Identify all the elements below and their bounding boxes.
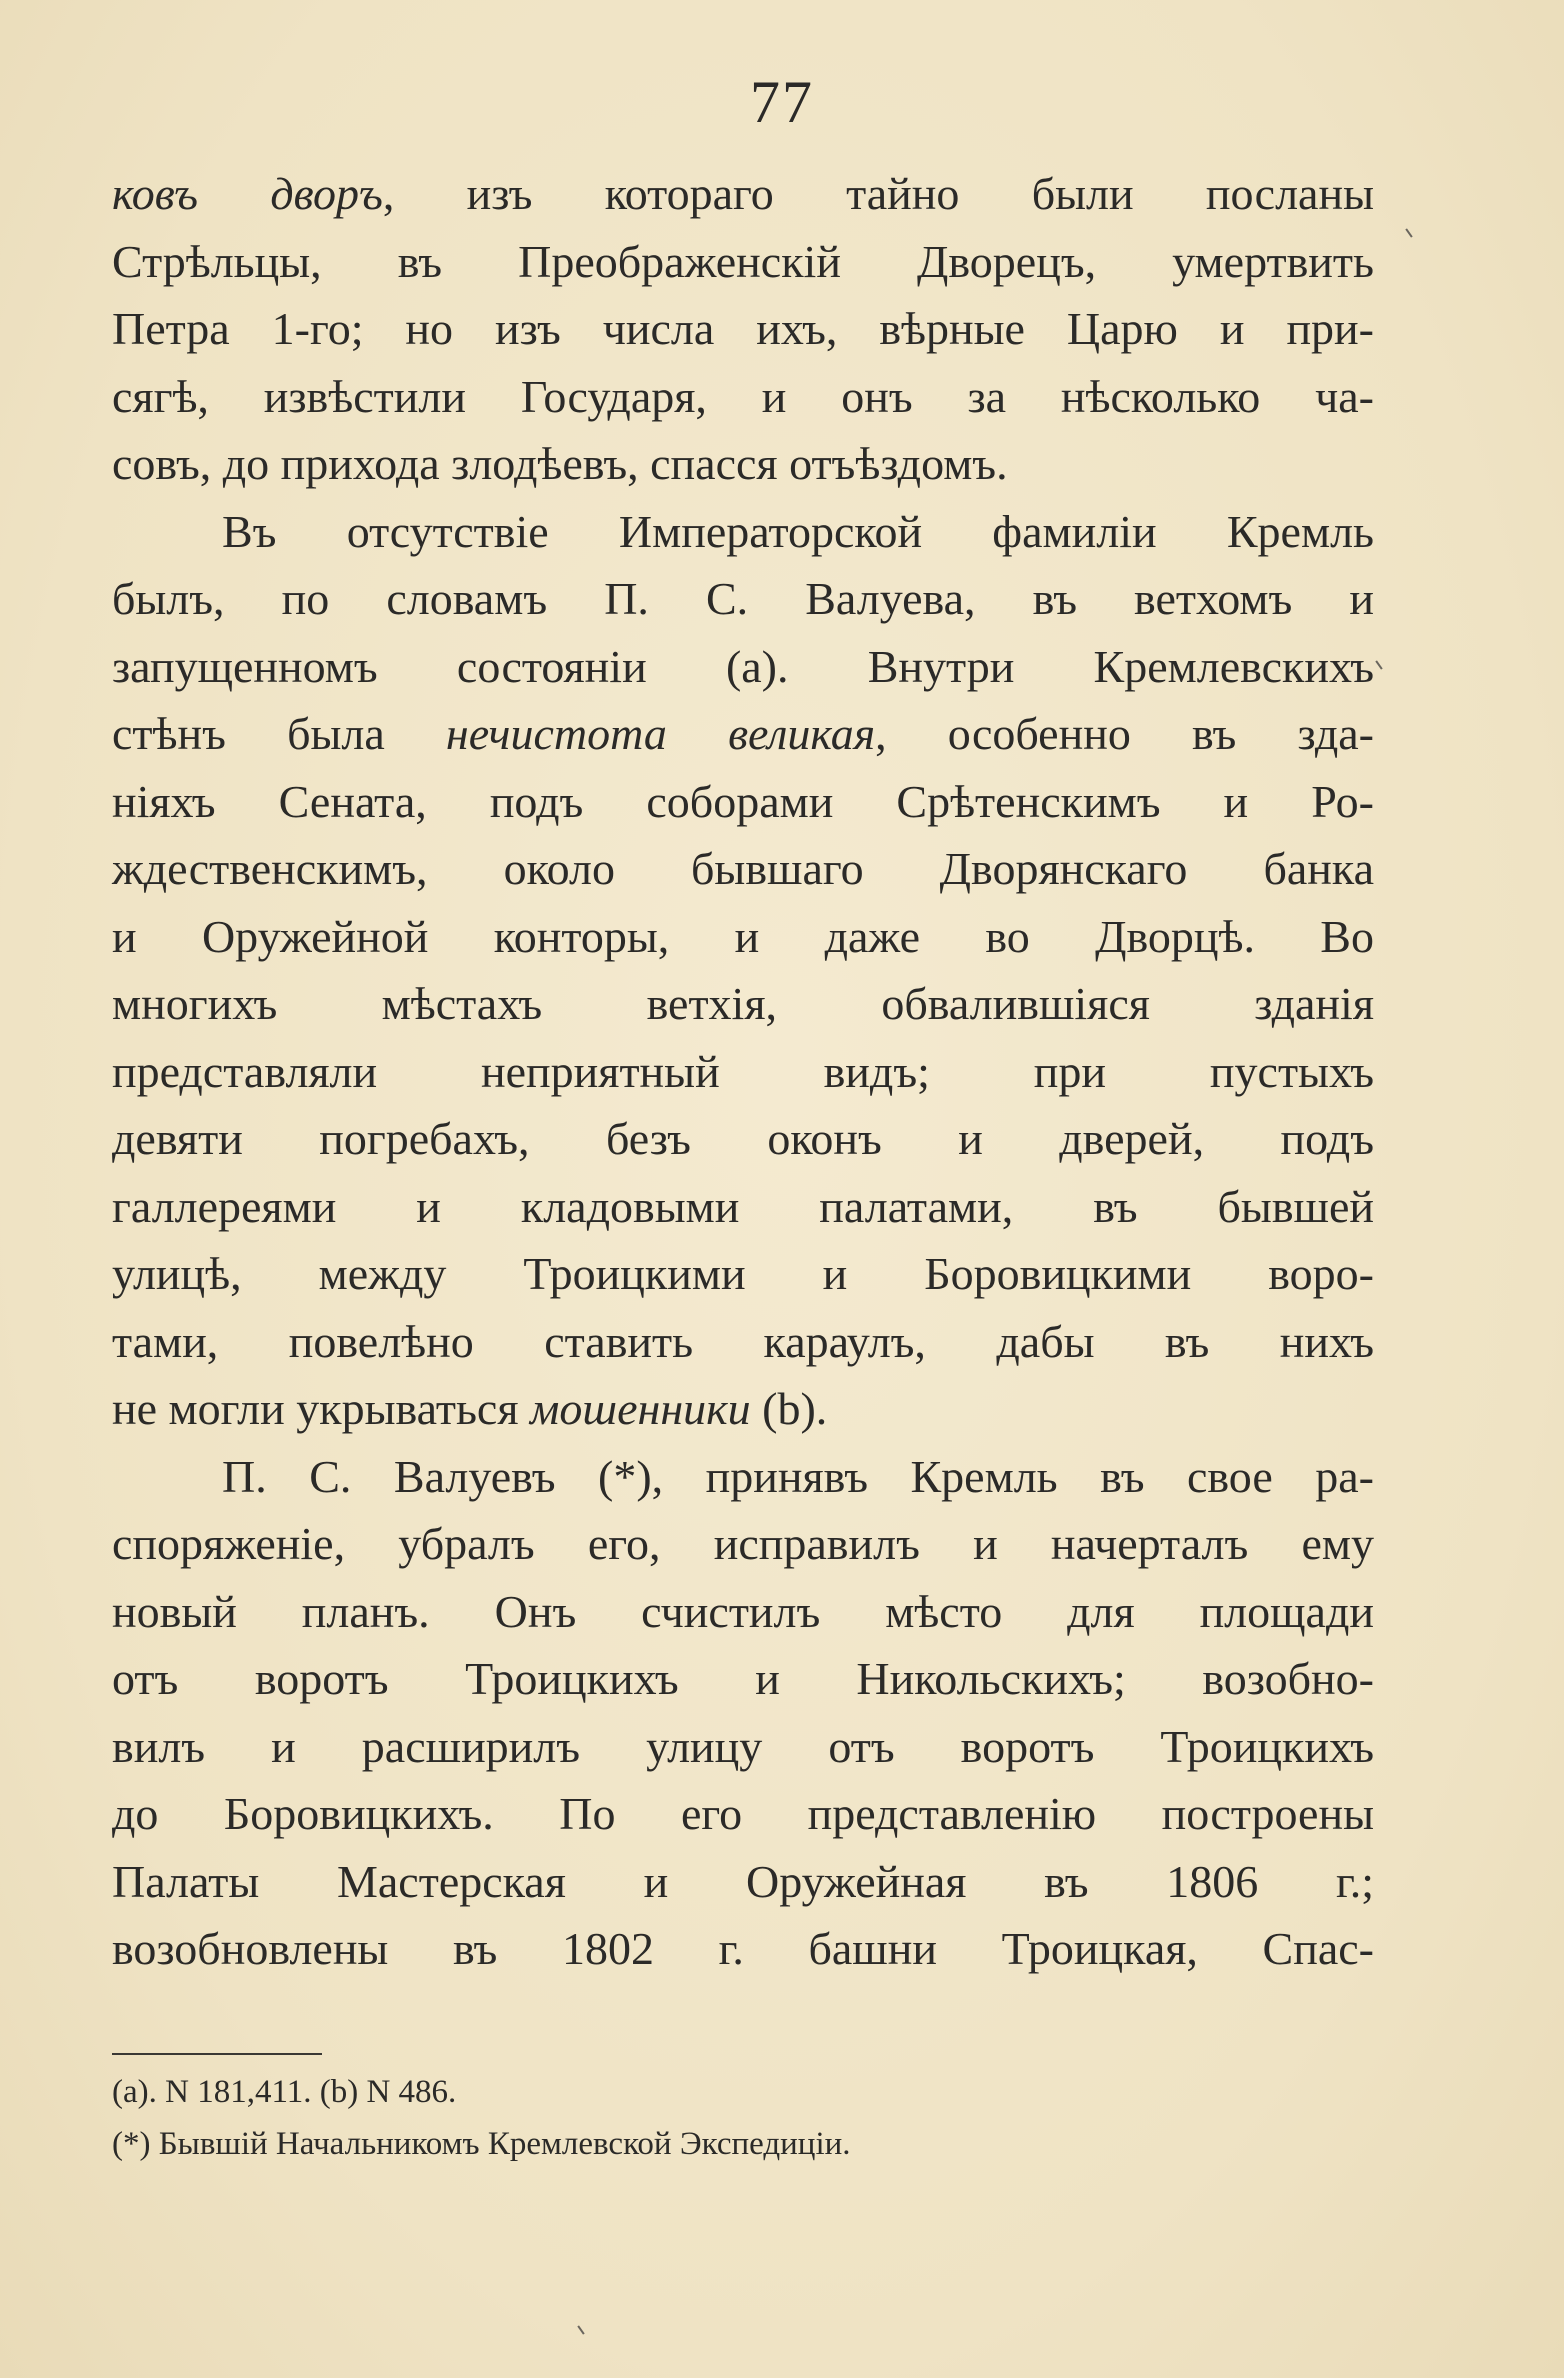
text-line	[112, 1375, 1374, 1443]
footnotes	[112, 2066, 1112, 2170]
text-run: ніяхъ Сената, подъ соборами Срѣтенскимъ и Ро-	[112, 775, 1374, 827]
text-line	[112, 295, 1374, 363]
text-line	[112, 160, 1374, 228]
footnote-divider	[112, 2053, 322, 2055]
text-line	[112, 1240, 1374, 1308]
text-line	[112, 768, 1374, 836]
text-run: тами, повелѣно ставить караулъ, дабы въ нихъ	[112, 1315, 1374, 1367]
text-run: галлереями и кладовыми палатами, въ бывшей	[112, 1180, 1374, 1232]
text-run: , особенно въ зда-	[875, 708, 1374, 759]
italic-phrase: ковъ дворъ	[112, 168, 383, 219]
text-run: многихъ мѣстахъ ветхія, обвалившіяся зданія	[112, 978, 1374, 1029]
text-run: (b).	[750, 1383, 828, 1434]
text-line	[112, 1038, 1374, 1106]
text-run: ждественскимъ, около бывшаго Дворянскаго банка	[112, 843, 1374, 894]
text-run: девяти погребахъ, безъ оконъ и дверей, подъ	[112, 1113, 1374, 1164]
text-line	[112, 1173, 1374, 1241]
text-line	[112, 633, 1374, 701]
paper-speck	[1375, 660, 1382, 669]
text-line	[112, 430, 1374, 498]
text-run: представляли неприятный видъ; при пустыхъ	[112, 1045, 1374, 1097]
text-line	[112, 903, 1374, 971]
text-line	[112, 970, 1374, 1038]
text-run: , изъ котораго тайно были посланы	[382, 168, 1374, 219]
text-line	[112, 1443, 1374, 1511]
text-run: новый планъ. Онъ счистилъ мѣсто для площади	[112, 1585, 1374, 1637]
text-line	[112, 1105, 1374, 1173]
text-run: отъ воротъ Троицкихъ и Никольскихъ; возобно-	[112, 1653, 1374, 1704]
paper-speck	[577, 2325, 584, 2334]
text-run: вилъ и расширилъ улицу отъ воротъ Троицкихъ	[112, 1720, 1374, 1772]
page-number: 77	[750, 69, 814, 135]
text-run: и Оружейной конторы, и даже во Дворцѣ. Во	[112, 910, 1374, 962]
text-run: Стрѣльцы, въ Преображенскій Дворецъ, умертвить	[112, 235, 1374, 287]
text-run: П. С. Валуевъ (*), принявъ Кремль въ свое ра-	[222, 1450, 1374, 1502]
text-run: стѣнъ была	[112, 708, 446, 759]
text-run: улицѣ, между Троицкими и Боровицкими воро-	[112, 1248, 1374, 1299]
text-line	[112, 1780, 1374, 1848]
text-line	[112, 1848, 1374, 1916]
text-line	[112, 1713, 1374, 1781]
text-line	[112, 1308, 1374, 1376]
text-line	[112, 363, 1374, 431]
footnote-a-b: (а). N 181,411. (b) N 486.	[112, 2074, 457, 2110]
text-run: былъ, по словамъ П. С. Валуева, въ ветхомъ и	[112, 573, 1374, 624]
text-line	[112, 1915, 1374, 1983]
text-run: Въ отсутствіе Императорской фамиліи Кремль	[222, 505, 1374, 557]
body-text	[112, 160, 1374, 1983]
text-run: совъ, до прихода злодѣевъ, спасся отъѣздомъ.	[112, 438, 1008, 489]
text-run: возобновлены въ 1802 г. башни Троицкая, Спас-	[112, 1923, 1374, 1974]
text-line	[112, 1510, 1374, 1578]
text-line	[112, 700, 1374, 768]
text-run: не могли укрываться	[112, 1383, 530, 1434]
text-run: запущенномъ состояніи (а). Внутри Кремлевскихъ	[112, 640, 1374, 692]
footnote-star: (*) Бывшій Начальникомъ Кремлевской Экспедиціи.	[112, 2126, 851, 2162]
text-run: до Боровицкихъ. По его представленію построены	[112, 1788, 1374, 1839]
text-run: споряженіе, убралъ его, исправилъ и начерталъ ему	[112, 1518, 1374, 1569]
text-run: Петра 1-го; но изъ числа ихъ, вѣрные Царю и при-	[112, 303, 1374, 354]
paper-speck	[1405, 228, 1412, 237]
italic-phrase: нечистота великая	[445, 708, 876, 759]
text-line	[112, 835, 1374, 903]
text-line	[112, 1645, 1374, 1713]
text-line	[112, 498, 1374, 566]
text-line	[112, 565, 1374, 633]
text-line	[112, 1578, 1374, 1646]
text-line	[112, 228, 1374, 296]
italic-phrase: мошенники	[530, 1383, 751, 1434]
text-run: сягѣ, извѣстили Государя, и онъ за нѣсколько ча-	[112, 370, 1374, 422]
text-run: Палаты Мастерская и Оружейная въ 1806 г.;	[112, 1855, 1374, 1907]
